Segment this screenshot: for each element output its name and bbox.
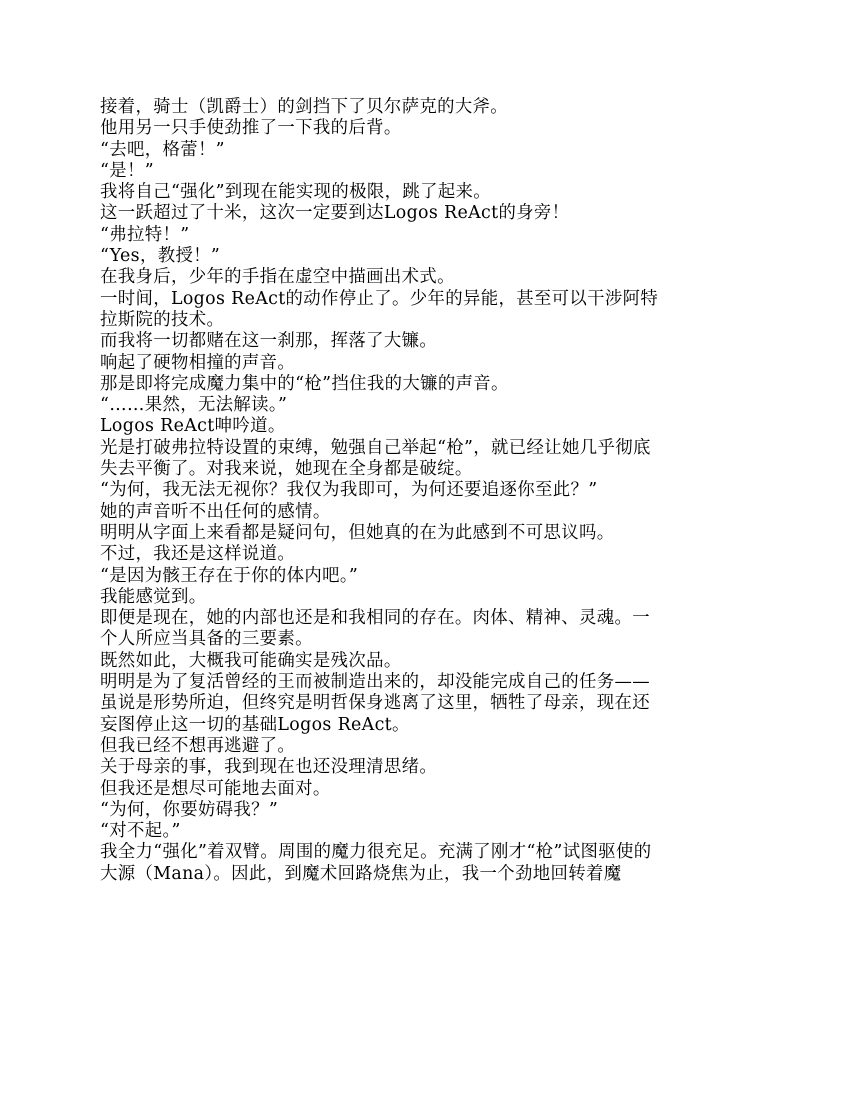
text-line: 我能感觉到。	[100, 586, 207, 607]
text-line: 即便是现在，她的内部也还是和我相同的存在。肉体、精神、灵魂。一	[100, 608, 650, 629]
text-line: “……果然，无法解读。”	[100, 395, 288, 416]
text-line: 响起了硬物相撞的声音。	[100, 352, 296, 373]
text-line: 我全力“强化”着双臂。周围的魔力很充足。充满了刚才“枪”试图驱使的	[100, 842, 652, 863]
text-line: 不过，我还是这样说道。	[100, 544, 296, 565]
text-line: 她的声音听不出任何的感情。	[100, 501, 331, 522]
text-line: 但我已经不想再逃避了。	[100, 735, 296, 756]
text-line: 一时间，Logos ReAct的动作停止了。少年的异能，甚至可以干涉阿特	[100, 288, 659, 309]
text-line: 大源（Mana）。因此，到魔术回路烧焦为止，我一个劲地回转着魔	[100, 863, 622, 884]
text-line: 既然如此，大概我可能确实是残次品。	[100, 650, 402, 671]
body-text	[100, 97, 750, 885]
text-line: “对不起。”	[100, 821, 181, 842]
text-line: 虽说是形势所迫，但终究是明哲保身逃离了这里，牺牲了母亲，现在还	[100, 693, 650, 714]
text-line: “去吧，格蕾！”	[100, 139, 225, 160]
text-line: Logos ReAct呻吟道。	[100, 416, 286, 437]
text-line: 在我身后，少年的手指在虚空中描画出术式。	[100, 267, 455, 288]
text-line: “是因为骸王存在于你的体内吧。”	[100, 565, 359, 586]
text-line: 妄图停止这一切的基础Logos ReAct。	[100, 714, 410, 735]
text-line: “Yes，教授！”	[100, 246, 221, 267]
text-line: “为何，你要妨碍我？”	[100, 799, 279, 820]
text-line: “是！”	[100, 160, 154, 181]
text-line: 那是即将完成魔力集中的“枪”挡住我的大镰的声音。	[100, 373, 509, 394]
text-line: 而我将一切都赌在这一刹那，挥落了大镰。	[100, 331, 438, 352]
text-line: 他用另一只手使劲推了一下我的后背。	[100, 118, 402, 139]
text-line: 拉斯院的技术。	[100, 309, 225, 330]
text-line: 失去平衡了。对我来说，她现在全身都是破绽。	[100, 459, 473, 480]
text-line: 个人所应当具备的三要素。	[100, 629, 313, 650]
text-line: 我将自己“强化”到现在能实现的极限，跳了起来。	[100, 182, 492, 203]
text-line: 光是打破弗拉特设置的束缚，勉强自己举起“枪”，就已经让她几乎彻底	[100, 437, 651, 458]
text-line: 但我还是想尽可能地去面对。	[100, 778, 331, 799]
text-line: 接着，骑士（凯爵士）的剑挡下了贝尔萨克的大斧。	[100, 97, 509, 117]
text-line: “为何，我无法无视你？我仅为我即可，为何还要追逐你至此？”	[100, 480, 598, 501]
text-line: 这一跃超过了十米，这次一定要到达Logos ReAct的身旁！	[100, 203, 570, 224]
text-line: 明明从字面上来看都是疑问句，但她真的在为此感到不可思议吗。	[100, 522, 615, 543]
text-line: 明明是为了复活曾经的王而被制造出来的，却没能完成自己的任务——	[100, 672, 650, 693]
text-line: 关于母亲的事，我到现在也还没理清思绪。	[100, 757, 438, 778]
text-line: “弗拉特！”	[100, 224, 190, 245]
